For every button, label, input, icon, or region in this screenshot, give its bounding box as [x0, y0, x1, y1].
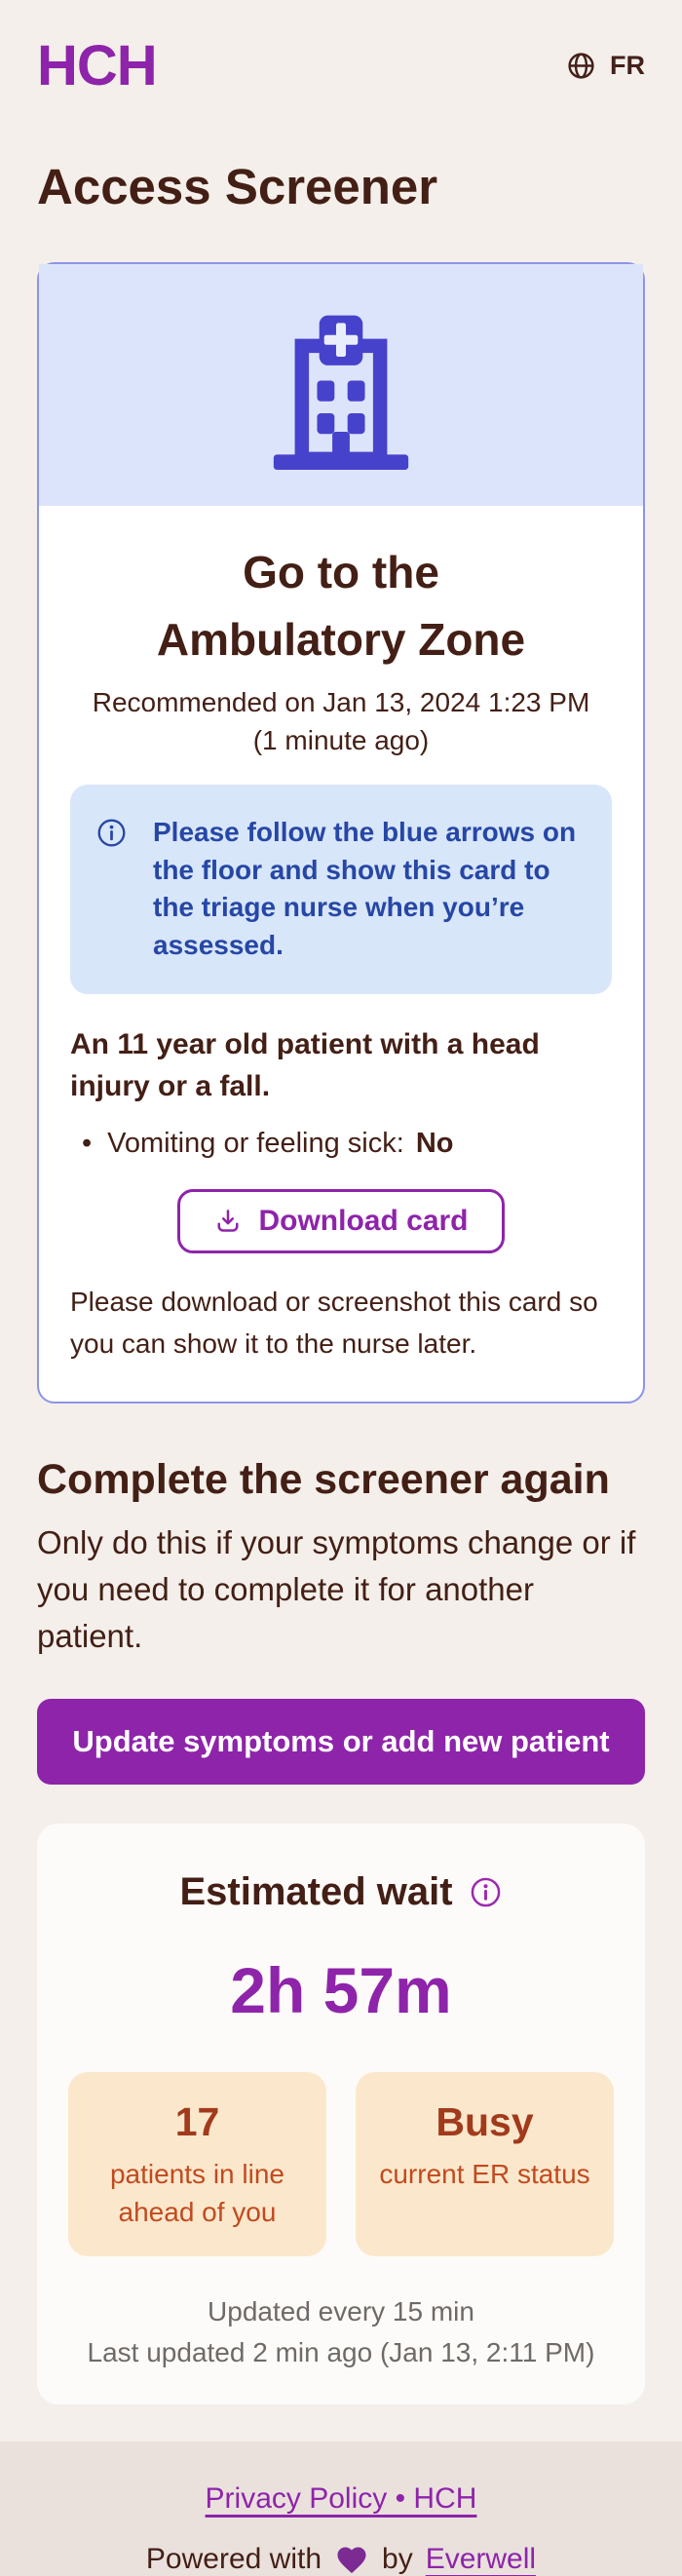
wait-update-frequency: Updated every 15 min	[208, 2296, 474, 2327]
powered-middle: by	[382, 2543, 413, 2576]
download-card-label: Download card	[258, 1204, 469, 1237]
recommendation-title	[70, 539, 612, 673]
patient-summary: An 11 year old patient with a head injury or a fall.	[70, 1027, 540, 1103]
recommendation-title-line1: Go to the	[243, 546, 439, 597]
recommendation-timestamp-line2: (1 minute ago)	[252, 724, 430, 755]
estimated-wait-heading: Estimated wait	[179, 1869, 453, 1913]
recommendation-title-line2: Ambulatory Zone	[156, 613, 526, 665]
er-status-label: current ER status	[379, 2158, 590, 2189]
wait-update-note	[68, 2291, 614, 2373]
everwell-link[interactable]: Everwell	[425, 2543, 537, 2576]
privacy-policy-link[interactable]: Privacy Policy • HCH	[205, 2482, 477, 2516]
symptom-list	[70, 1128, 612, 1160]
powered-prefix: Powered with	[145, 2543, 322, 2576]
language-switcher-button[interactable]	[566, 51, 645, 81]
info-callout-text: Please follow the blue arrows on the floor and show this card to the triage nurse when you’re assessed.	[153, 817, 577, 961]
symptom-value: No	[415, 1127, 454, 1159]
info-callout	[70, 785, 612, 994]
patients-in-line-stat	[68, 2072, 326, 2256]
patients-in-line-value: 17	[174, 2098, 220, 2144]
recommendation-card-header	[39, 264, 643, 506]
wait-last-updated: Last updated 2 min ago (Jan 13, 2:11 PM)	[87, 2337, 595, 2368]
download-icon	[213, 1207, 243, 1236]
rescreen-description: Only do this if your symptoms change or if you need to complete it for another patient.	[37, 1524, 636, 1655]
er-status-stat	[356, 2072, 614, 2256]
symptom-label: Vomiting or feeling sick:	[107, 1127, 412, 1159]
globe-icon	[566, 51, 596, 81]
download-button-row	[70, 1189, 612, 1253]
wait-stats-row	[68, 2072, 614, 2256]
er-status-value: Busy	[436, 2098, 534, 2144]
wait-info-icon[interactable]	[469, 1875, 503, 1909]
recommendation-card-body	[39, 506, 643, 1403]
estimated-wait-header	[68, 1870, 614, 1914]
patients-in-line-label: patients in line ahead of you	[109, 2158, 284, 2228]
symptom-item	[82, 1128, 612, 1160]
estimated-wait-card	[37, 1824, 645, 2404]
info-icon	[95, 817, 128, 854]
page-title: Access Screener	[37, 158, 438, 214]
bullet: •	[82, 1127, 93, 1159]
recommendation-timestamp-line1: Recommended on Jan 13, 2024 1:23 PM	[92, 686, 590, 717]
rescreen-heading: Complete the screener again	[37, 1456, 610, 1504]
footer	[0, 2441, 682, 2576]
recommendation-timestamp	[70, 683, 612, 759]
hch-logo: HCH	[37, 34, 157, 97]
download-card-button[interactable]	[177, 1189, 504, 1253]
hospital-icon	[269, 300, 413, 470]
powered-by-line	[0, 2543, 682, 2576]
recommendation-card	[37, 262, 645, 1404]
download-note: Please download or screenshot this card so you can show it to the nurse later.	[70, 1286, 598, 1360]
header	[37, 0, 645, 97]
wait-time: 2h 57m	[230, 1953, 452, 2026]
heart-icon	[334, 2544, 369, 2575]
update-symptoms-button[interactable]: Update symptoms or add new patient	[37, 1699, 645, 1785]
language-label: FR	[610, 51, 645, 81]
